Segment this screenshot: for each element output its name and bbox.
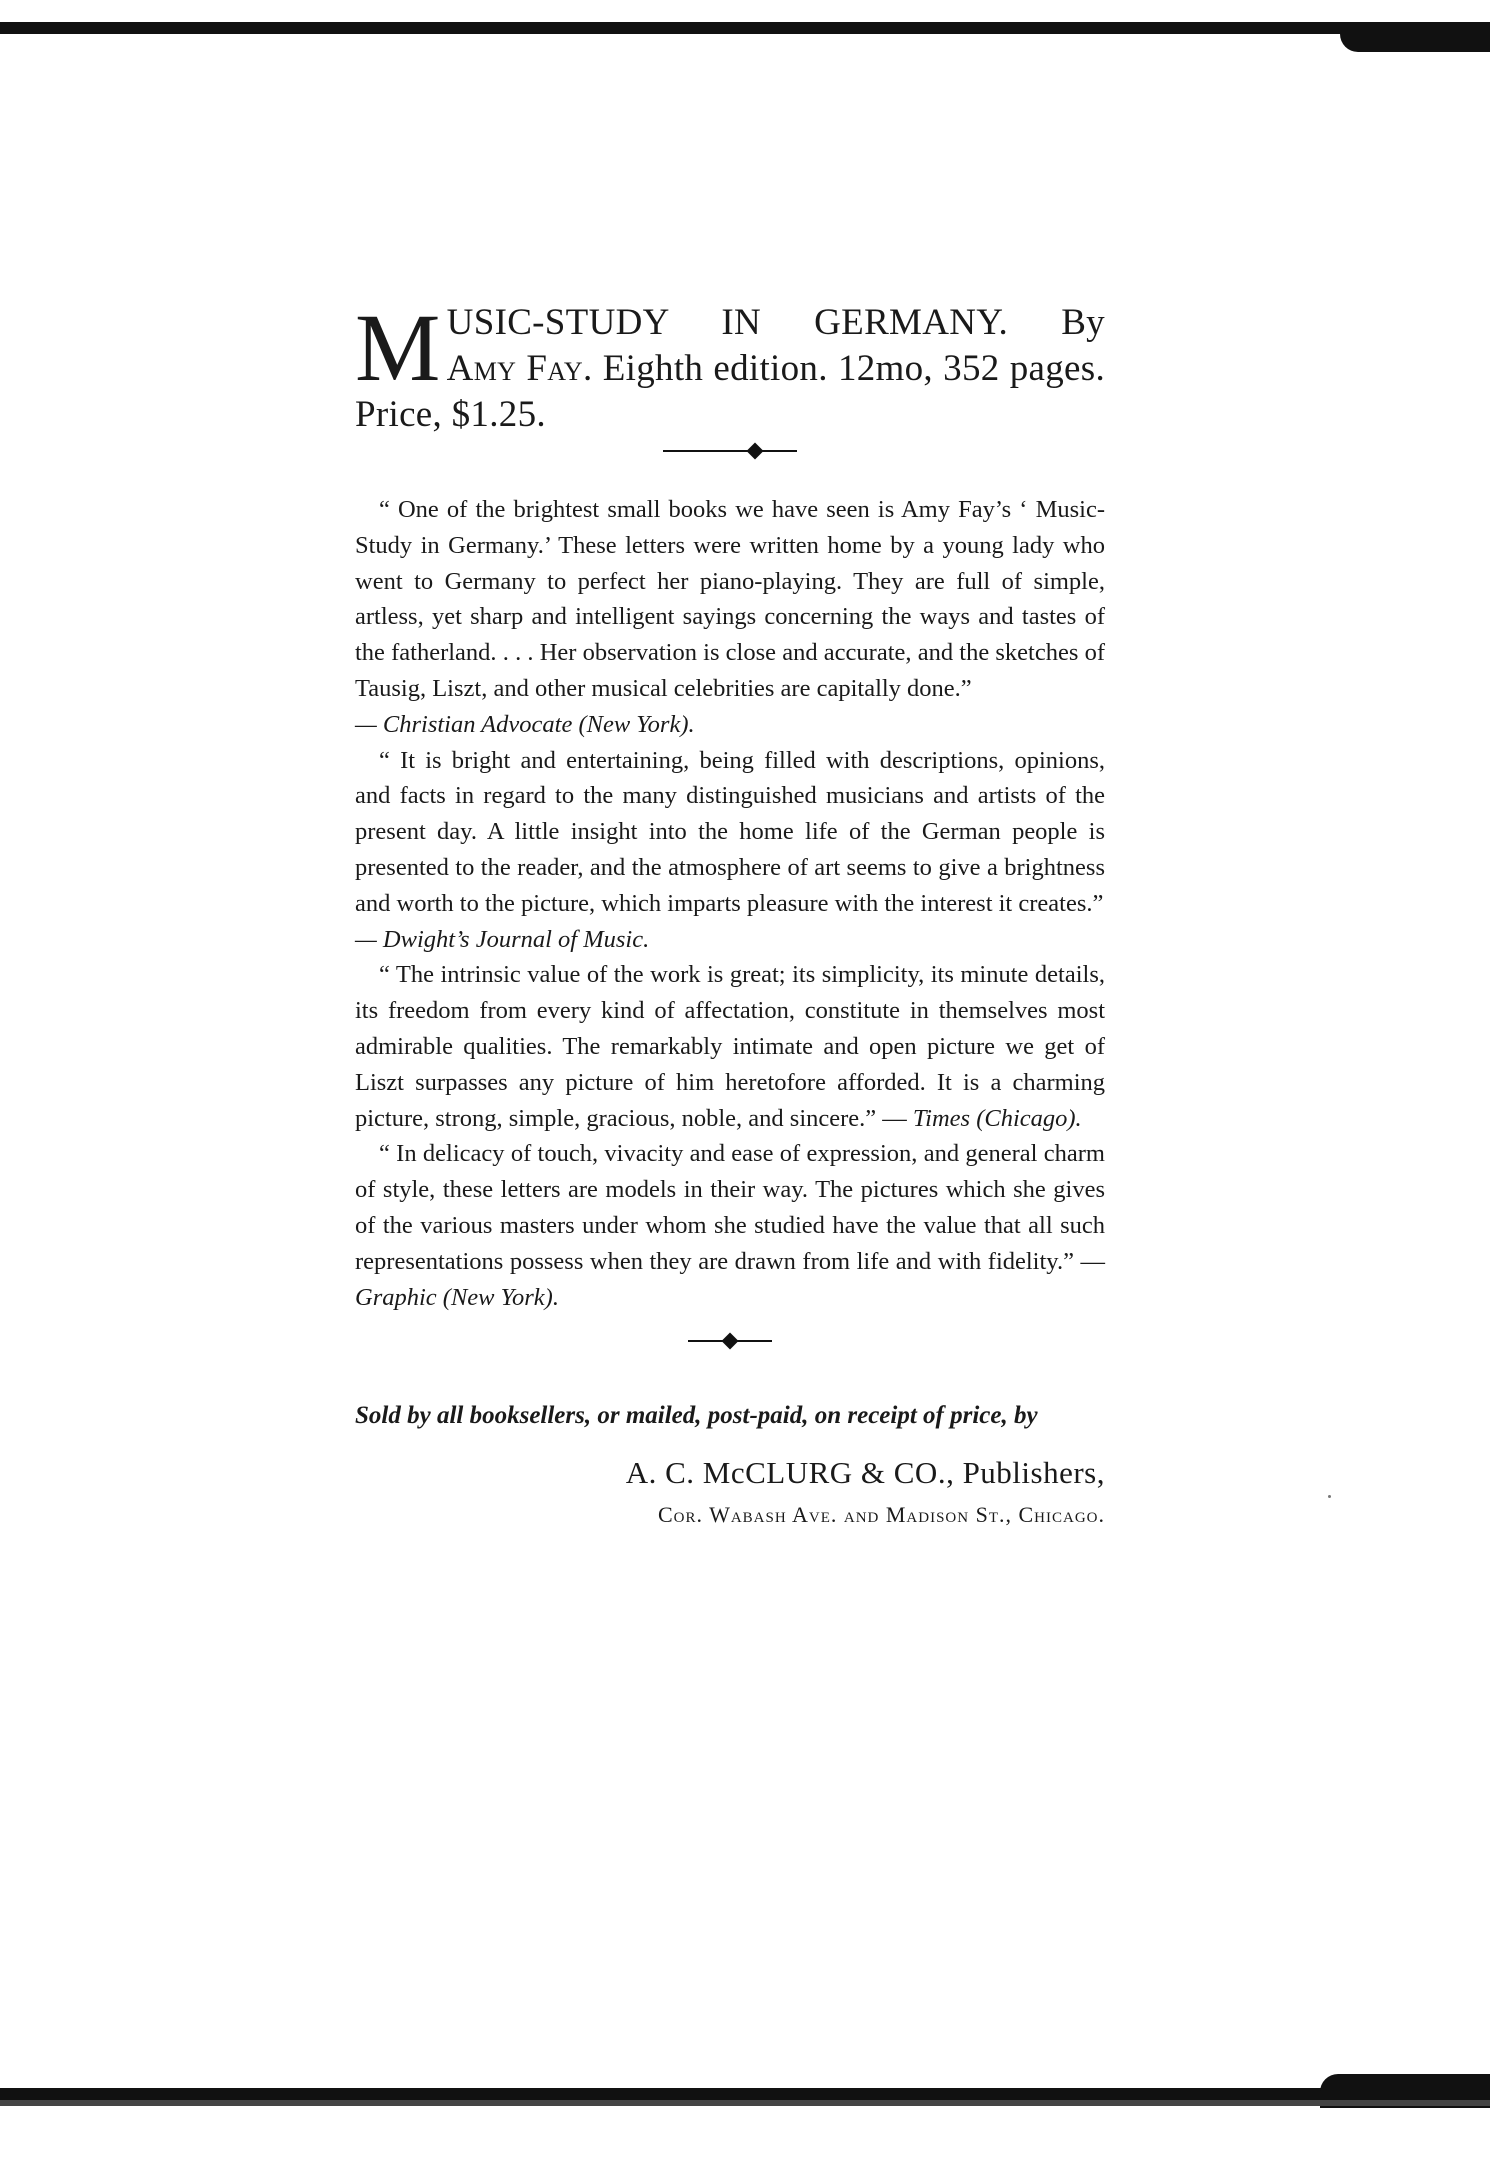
review-text: “ One of the brightest small books we have seen is Amy Fay’s ‘ Music-Study in Germany.’ These letters were written home by a young lady who went to Germany to perfect her piano-playing. They are full of simple, artless, yet sharp and intelligent sayings concerning the ways and tastes of the fatherland. . . . Her observation is close and accurate, and the sketches of Tausig, Liszt, and other musical celebrities are capitally done.”	[355, 496, 1105, 702]
review-item	[355, 743, 1105, 958]
author-name: Amy Fay.	[446, 348, 593, 389]
publisher-name: A. C. McCLURG & CO., Publishers,	[625, 1455, 1105, 1491]
publisher-address: Cor. Wabash Ave. and Madison St., Chicago.	[657, 1502, 1105, 1528]
bottom-edge-rule	[0, 2088, 1490, 2100]
review-item	[355, 1136, 1105, 1315]
paper-speck	[1328, 1495, 1331, 1498]
review-source: Graphic (New York).	[355, 1283, 559, 1311]
review-item	[355, 957, 1105, 1136]
edition-info: Eighth edition. 12mo, 352 pages.	[602, 348, 1105, 389]
review-item	[355, 492, 1105, 743]
review-text: “ In delicacy of touch, vivacity and ease of expression, and general charm of style, these letters are models in their way. The pictures which she gives of the various masters under whom she studied have the value that all such representations possess when they are drawn from life and with fidelity.” —	[355, 1140, 1105, 1275]
review-source: Times (Chicago).	[912, 1104, 1082, 1132]
review-source: — Christian Advocate (New York).	[355, 710, 695, 738]
review-source: — Dwight’s Journal of Music.	[355, 925, 650, 953]
top-edge-shadow	[1340, 26, 1490, 52]
review-list	[355, 492, 1105, 1315]
book-title-block	[355, 294, 1105, 438]
review-text: “ It is bright and entertaining, being filled with descriptions, opinions, and facts in regard to the many distinguished musicians and artists of the present day. A little insight into the home life of the German people is presented to the reader, and the atmosphere of art seems to give a brightness and worth to the picture, which imparts pleasure with the interest it creates.”	[355, 746, 1105, 917]
price: Price, $1.25.	[355, 394, 546, 435]
drop-cap: M	[355, 294, 441, 401]
sale-note: Sold by all booksellers, or mailed, post-paid, on receipt of price, by	[355, 1402, 1038, 1430]
ornament-divider	[355, 442, 1105, 472]
bottom-edge-shade	[0, 2100, 1490, 2106]
author-edition-line	[355, 346, 1105, 392]
ornament-divider	[355, 1331, 1105, 1361]
advertisement	[355, 294, 1105, 1535]
book-title: USIC-STUDY IN GERMANY. By	[446, 302, 1105, 343]
top-edge-rule	[0, 22, 1490, 34]
review-text: “ The intrinsic value of the work is great; its simplicity, its minute details, its freedom from every kind of affectation, constitute in themselves most admirable qualities. The remarkably intimate and open picture we get of Liszt surpasses any picture of him heretofore afforded. It is a charming picture, strong, simple, gracious, noble, and sincere.” —	[355, 961, 1105, 1132]
